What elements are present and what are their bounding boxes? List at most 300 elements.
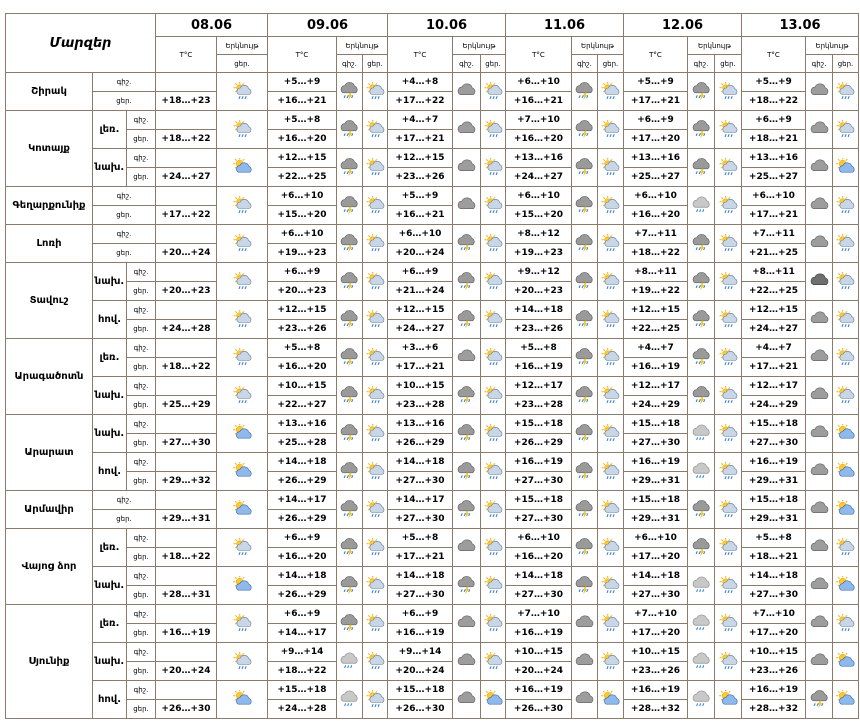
cloud-icon <box>457 120 476 139</box>
sky-cell <box>833 73 859 111</box>
cloud-icon <box>575 652 594 671</box>
temperature-cell: +14…+17 <box>268 491 337 510</box>
sunny-shower-icon <box>484 614 503 633</box>
sky-cell <box>572 529 598 567</box>
sky-cell <box>481 491 506 529</box>
sky-cell <box>715 225 742 263</box>
sky-cell <box>337 263 363 301</box>
temperature-cell: +3…+6 <box>388 339 453 358</box>
temperature-cell: +10…+15 <box>268 377 337 396</box>
sky-cell <box>833 149 859 187</box>
sunny-shower-icon <box>601 424 620 443</box>
temperature-cell: +10…+15 <box>624 643 688 662</box>
temperature-cell: +16…+19 <box>624 358 688 377</box>
sky-cell <box>806 529 833 567</box>
sky-cell <box>833 225 859 263</box>
temperature-cell <box>156 73 217 92</box>
sky-cell <box>572 567 598 605</box>
sun-cloud-icon <box>601 690 620 709</box>
sunny-shower-icon <box>484 196 503 215</box>
sky-cell <box>572 605 598 643</box>
sky-cell <box>833 453 859 491</box>
temperature-cell: +19…+23 <box>268 244 337 263</box>
sunny-shower-icon <box>836 196 855 215</box>
sun-cloud-icon <box>233 690 252 709</box>
sunny-shower-icon <box>484 424 503 443</box>
temperature-cell <box>156 339 217 358</box>
sky-cell <box>337 149 363 187</box>
thunderstorm-rain-icon <box>340 234 359 253</box>
sky-column-header: Երկնույթ <box>806 37 859 55</box>
temperature-cell: +27…+30 <box>156 434 217 453</box>
sunny-shower-icon <box>836 614 855 633</box>
sunny-shower-icon <box>836 82 855 101</box>
temperature-cell: +23…+26 <box>268 320 337 339</box>
temp-column-header: T°C <box>388 37 453 73</box>
sky-cell <box>363 415 388 453</box>
cloud-icon <box>810 234 829 253</box>
thunderstorm-rain-icon <box>692 158 711 177</box>
period-label: գիշ. <box>93 187 156 206</box>
sky-cell <box>598 605 624 643</box>
temperature-cell: +16…+19 <box>742 681 806 700</box>
sky-cell <box>806 339 833 377</box>
temperature-cell: +9…+14 <box>268 643 337 662</box>
sun-cloud-icon <box>836 652 855 671</box>
sunny-shower-icon <box>601 652 620 671</box>
thunderstorm-rain-icon <box>340 120 359 139</box>
temperature-cell: +5…+8 <box>268 111 337 130</box>
temperature-cell: +16…+19 <box>624 681 688 700</box>
temperature-cell: +24…+27 <box>388 320 453 339</box>
sunny-shower-icon <box>836 234 855 253</box>
cloud-icon <box>810 310 829 329</box>
temperature-cell: +16…+20 <box>268 130 337 149</box>
sunny-shower-icon <box>484 348 503 367</box>
sky-cell <box>337 567 363 605</box>
temperature-cell: +24…+28 <box>156 320 217 339</box>
thunderstorm-rain-icon <box>340 576 359 595</box>
cloud-icon <box>457 652 476 671</box>
temperature-cell: +15…+18 <box>506 415 572 434</box>
day-subheader: ցեր. <box>217 55 268 73</box>
period-label: ցեր. <box>127 168 156 187</box>
sky-cell <box>688 415 715 453</box>
cloud-shower-icon <box>692 424 711 443</box>
temperature-cell: +20…+24 <box>156 244 217 263</box>
temperature-cell: +5…+9 <box>268 73 337 92</box>
temperature-cell: +17…+20 <box>624 130 688 149</box>
sky-cell <box>806 605 833 643</box>
sky-cell <box>715 339 742 377</box>
forecast-table-container <box>5 13 859 719</box>
sky-cell <box>363 73 388 111</box>
temperature-cell: +28…+32 <box>624 700 688 719</box>
temperature-cell: +10…+15 <box>506 643 572 662</box>
sky-cell <box>453 225 481 263</box>
sky-cell <box>715 73 742 111</box>
sunny-shower-icon <box>601 348 620 367</box>
sunny-shower-icon <box>484 234 503 253</box>
zone-label: նախ. <box>93 567 127 605</box>
sky-column-header: Երկնույթ <box>453 37 506 55</box>
temperature-cell: +12…+15 <box>624 301 688 320</box>
period-label: ցեր. <box>127 586 156 605</box>
thunderstorm-rain-icon <box>340 500 359 519</box>
sky-cell <box>453 529 481 567</box>
sky-cell <box>481 415 506 453</box>
sky-cell <box>481 111 506 149</box>
thunderstorm-rain-icon <box>575 576 594 595</box>
sunny-shower-icon <box>366 614 385 633</box>
temperature-cell: +16…+19 <box>742 453 806 472</box>
sky-cell <box>337 187 363 225</box>
sun-cloud-icon <box>836 158 855 177</box>
sky-cell <box>481 339 506 377</box>
sunny-shower-icon <box>836 348 855 367</box>
temperature-cell: +17…+21 <box>388 130 453 149</box>
sky-cell <box>363 301 388 339</box>
sky-cell <box>217 225 268 263</box>
temperature-cell: +23…+26 <box>624 662 688 681</box>
sun-cloud-icon <box>484 690 503 709</box>
sky-cell <box>481 605 506 643</box>
thunderstorm-rain-icon <box>575 234 594 253</box>
temperature-cell <box>156 187 217 206</box>
cloud-icon <box>575 614 594 633</box>
thunderstorm-rain-icon <box>575 196 594 215</box>
sky-cell <box>715 187 742 225</box>
temperature-cell: +10…+15 <box>742 643 806 662</box>
temperature-cell: +12…+15 <box>388 149 453 168</box>
sunny-shower-icon <box>601 614 620 633</box>
temperature-cell: +17…+20 <box>742 624 806 643</box>
sky-cell <box>598 339 624 377</box>
zone-label: նախ. <box>93 643 127 681</box>
sky-cell <box>688 301 715 339</box>
temperature-cell: +7…+10 <box>506 605 572 624</box>
temperature-cell <box>156 605 217 624</box>
temperature-cell <box>156 415 217 434</box>
sunny-shower-icon <box>484 158 503 177</box>
temperature-cell: +22…+27 <box>268 396 337 415</box>
temperature-cell: +27…+30 <box>388 472 453 491</box>
temperature-cell: +14…+18 <box>506 301 572 320</box>
sky-cell <box>833 605 859 643</box>
temperature-cell: +26…+29 <box>506 434 572 453</box>
temp-column-header: T°C <box>624 37 688 73</box>
sky-cell <box>217 149 268 187</box>
sky-cell <box>453 415 481 453</box>
temperature-cell: +26…+29 <box>388 434 453 453</box>
temperature-cell: +24…+29 <box>624 396 688 415</box>
temperature-cell: +8…+11 <box>742 263 806 282</box>
sunny-shower-icon <box>836 120 855 139</box>
thunderstorm-rain-icon <box>692 538 711 557</box>
sky-cell <box>453 301 481 339</box>
temp-column-header: T°C <box>506 37 572 73</box>
sky-cell <box>598 643 624 681</box>
temperature-cell <box>156 643 217 662</box>
sky-cell <box>217 339 268 377</box>
sky-cell <box>833 111 859 149</box>
night-subheader: գիշ. <box>572 55 598 73</box>
sunny-shower-icon <box>601 234 620 253</box>
sky-cell <box>598 111 624 149</box>
sky-cell <box>598 529 624 567</box>
thunderstorm-rain-icon <box>810 690 829 709</box>
thunderstorm-rain-icon <box>340 424 359 443</box>
temperature-cell: +7…+10 <box>742 605 806 624</box>
temperature-cell: +13…+16 <box>268 415 337 434</box>
sunny-shower-icon <box>233 652 252 671</box>
sky-cell <box>715 149 742 187</box>
table-row <box>6 643 859 662</box>
temperature-cell: +24…+28 <box>268 700 337 719</box>
temperature-cell: +21…+24 <box>388 282 453 301</box>
sky-cell <box>688 149 715 187</box>
temperature-cell: +16…+19 <box>388 624 453 643</box>
sky-cell <box>715 415 742 453</box>
period-label: ցեր. <box>127 548 156 567</box>
zone-label: լեռ. <box>93 111 127 149</box>
sunny-shower-icon <box>601 576 620 595</box>
sky-cell <box>572 643 598 681</box>
sky-cell <box>572 339 598 377</box>
temperature-cell: +23…+26 <box>506 320 572 339</box>
period-label: ցեր. <box>127 434 156 453</box>
temperature-cell: +19…+23 <box>506 244 572 263</box>
temperature-cell: +13…+16 <box>388 415 453 434</box>
region-name: Արմավիր <box>6 491 93 529</box>
sky-cell <box>572 377 598 415</box>
sky-cell <box>363 491 388 529</box>
sky-cell <box>453 263 481 301</box>
cloud-shower-icon <box>692 462 711 481</box>
thunderstorm-rain-icon <box>575 120 594 139</box>
sky-cell <box>217 643 268 681</box>
sunny-shower-icon <box>836 272 855 291</box>
table-row <box>6 491 859 510</box>
sunny-shower-icon <box>233 196 252 215</box>
cloud-icon <box>457 614 476 633</box>
sunny-shower-icon <box>719 196 738 215</box>
temperature-cell: +12…+15 <box>742 301 806 320</box>
sky-cell <box>572 225 598 263</box>
temperature-cell: +18…+22 <box>624 244 688 263</box>
table-row <box>6 301 859 320</box>
temperature-cell: +8…+11 <box>624 263 688 282</box>
sunny-shower-icon <box>366 272 385 291</box>
zone-label: լեռ. <box>93 339 127 377</box>
sky-cell <box>481 73 506 111</box>
temperature-cell: +18…+22 <box>268 662 337 681</box>
table-row <box>6 681 859 700</box>
temperature-cell: +22…+25 <box>268 168 337 187</box>
zone-label: լեռ. <box>93 605 127 643</box>
sky-cell <box>217 377 268 415</box>
temperature-cell: +16…+19 <box>624 453 688 472</box>
sky-cell <box>598 415 624 453</box>
temperature-cell: +20…+24 <box>388 662 453 681</box>
table-row <box>6 73 859 92</box>
date-header: 13.06 <box>742 14 859 37</box>
cloud-icon <box>810 196 829 215</box>
table-row <box>6 149 859 168</box>
sunny-shower-icon <box>601 158 620 177</box>
sky-cell <box>806 149 833 187</box>
date-header: 08.06 <box>156 14 268 37</box>
temperature-cell: +21…+25 <box>742 244 806 263</box>
sky-cell <box>688 567 715 605</box>
thunderstorm-rain-icon <box>692 82 711 101</box>
temperature-cell: +27…+30 <box>388 510 453 529</box>
sky-cell <box>688 605 715 643</box>
cloud-icon <box>810 386 829 405</box>
period-label: ցեր. <box>127 662 156 681</box>
temperature-cell: +5…+8 <box>268 339 337 358</box>
temp-column-header: T°C <box>156 37 217 73</box>
temperature-cell: +29…+31 <box>742 472 806 491</box>
temperature-cell: +6…+10 <box>268 225 337 244</box>
temperature-cell: +5…+8 <box>388 529 453 548</box>
sunny-shower-icon <box>484 500 503 519</box>
sky-cell <box>481 149 506 187</box>
temperature-cell: +17…+21 <box>624 92 688 111</box>
temperature-cell: +17…+21 <box>388 358 453 377</box>
thunderstorm-rain-icon <box>340 82 359 101</box>
table-row <box>6 339 859 358</box>
sky-cell <box>363 605 388 643</box>
period-label: գիշ. <box>127 377 156 396</box>
sky-cell <box>598 681 624 719</box>
temperature-cell: +17…+20 <box>624 624 688 643</box>
sky-cell <box>363 643 388 681</box>
temperature-cell: +12…+17 <box>742 377 806 396</box>
temperature-cell: +16…+21 <box>268 92 337 111</box>
cloud-icon <box>810 614 829 633</box>
sky-cell <box>217 301 268 339</box>
sunny-shower-icon <box>366 462 385 481</box>
temperature-cell: +26…+30 <box>156 700 217 719</box>
night-subheader: գիշ. <box>337 55 363 73</box>
temperature-cell: +15…+18 <box>624 491 688 510</box>
region-name: Շիրակ <box>6 73 93 111</box>
temperature-cell: +18…+21 <box>742 548 806 567</box>
zone-label: հով. <box>93 453 127 491</box>
temperature-cell: +4…+7 <box>388 111 453 130</box>
temperature-cell: +27…+30 <box>624 586 688 605</box>
sunny-shower-icon <box>719 386 738 405</box>
temperature-cell: +26…+30 <box>506 700 572 719</box>
sky-cell <box>453 491 481 529</box>
temperature-cell: +17…+21 <box>388 548 453 567</box>
temperature-cell <box>156 301 217 320</box>
temperature-cell: +5…+9 <box>624 73 688 92</box>
region-name: Լոռի <box>6 225 93 263</box>
temperature-cell: +26…+29 <box>268 586 337 605</box>
sky-cell <box>363 225 388 263</box>
temperature-cell: +13…+16 <box>742 149 806 168</box>
sunny-shower-icon <box>719 82 738 101</box>
sky-cell <box>598 149 624 187</box>
sky-cell <box>715 453 742 491</box>
thunderstorm-rain-icon <box>575 82 594 101</box>
sky-cell <box>833 263 859 301</box>
sky-cell <box>833 681 859 719</box>
temperature-cell: +6…+9 <box>624 111 688 130</box>
temperature-cell <box>156 491 217 510</box>
night-subheader: գիշ. <box>806 55 833 73</box>
thunderstorm-rain-icon <box>575 272 594 291</box>
date-header: 11.06 <box>506 14 624 37</box>
sky-cell <box>688 187 715 225</box>
temperature-cell: +25…+27 <box>742 168 806 187</box>
sunny-shower-icon <box>233 272 252 291</box>
sky-cell <box>481 643 506 681</box>
sky-cell <box>715 681 742 719</box>
temperature-cell: +14…+18 <box>388 567 453 586</box>
cloud-shower-icon <box>340 652 359 671</box>
temperature-cell: +14…+17 <box>268 624 337 643</box>
sunny-shower-icon <box>484 538 503 557</box>
temperature-cell: +5…+9 <box>742 73 806 92</box>
sky-cell <box>453 149 481 187</box>
temperature-cell: +5…+9 <box>388 187 453 206</box>
temperature-cell: +14…+18 <box>624 567 688 586</box>
sky-cell <box>453 605 481 643</box>
sun-cloud-icon <box>233 424 252 443</box>
sky-cell <box>217 263 268 301</box>
sunny-shower-icon <box>366 690 385 709</box>
temperature-cell: +20…+23 <box>156 282 217 301</box>
sky-cell <box>337 339 363 377</box>
period-label: ցեր. <box>127 624 156 643</box>
thunderstorm-rain-icon <box>575 462 594 481</box>
sky-cell <box>337 529 363 567</box>
temperature-cell: +18…+22 <box>156 130 217 149</box>
sunny-shower-icon <box>484 652 503 671</box>
temperature-cell: +27…+30 <box>742 434 806 453</box>
temperature-cell: +17…+21 <box>742 206 806 225</box>
temperature-cell: +13…+16 <box>506 149 572 168</box>
period-label: գիշ. <box>93 225 156 244</box>
sunny-shower-icon <box>484 310 503 329</box>
temp-column-header: T°C <box>742 37 806 73</box>
zone-label: հով. <box>93 681 127 719</box>
sky-cell <box>688 111 715 149</box>
table-row <box>6 567 859 586</box>
temperature-cell <box>156 529 217 548</box>
temperature-cell: +6…+10 <box>388 225 453 244</box>
sky-cell <box>337 225 363 263</box>
sunny-shower-icon <box>366 348 385 367</box>
period-label: գիշ. <box>127 605 156 624</box>
thunderstorm-rain-icon <box>692 310 711 329</box>
sky-cell <box>572 453 598 491</box>
temperature-cell <box>156 225 217 244</box>
temperature-cell <box>156 681 217 700</box>
temperature-cell: +12…+15 <box>268 301 337 320</box>
region-name: Վայոց ձոր <box>6 529 93 605</box>
temperature-cell: +16…+19 <box>506 624 572 643</box>
temperature-cell: +29…+31 <box>742 510 806 529</box>
thunderstorm-rain-icon <box>692 120 711 139</box>
sky-cell <box>833 187 859 225</box>
sky-cell <box>833 491 859 529</box>
sky-cell <box>598 377 624 415</box>
sky-cell <box>806 567 833 605</box>
